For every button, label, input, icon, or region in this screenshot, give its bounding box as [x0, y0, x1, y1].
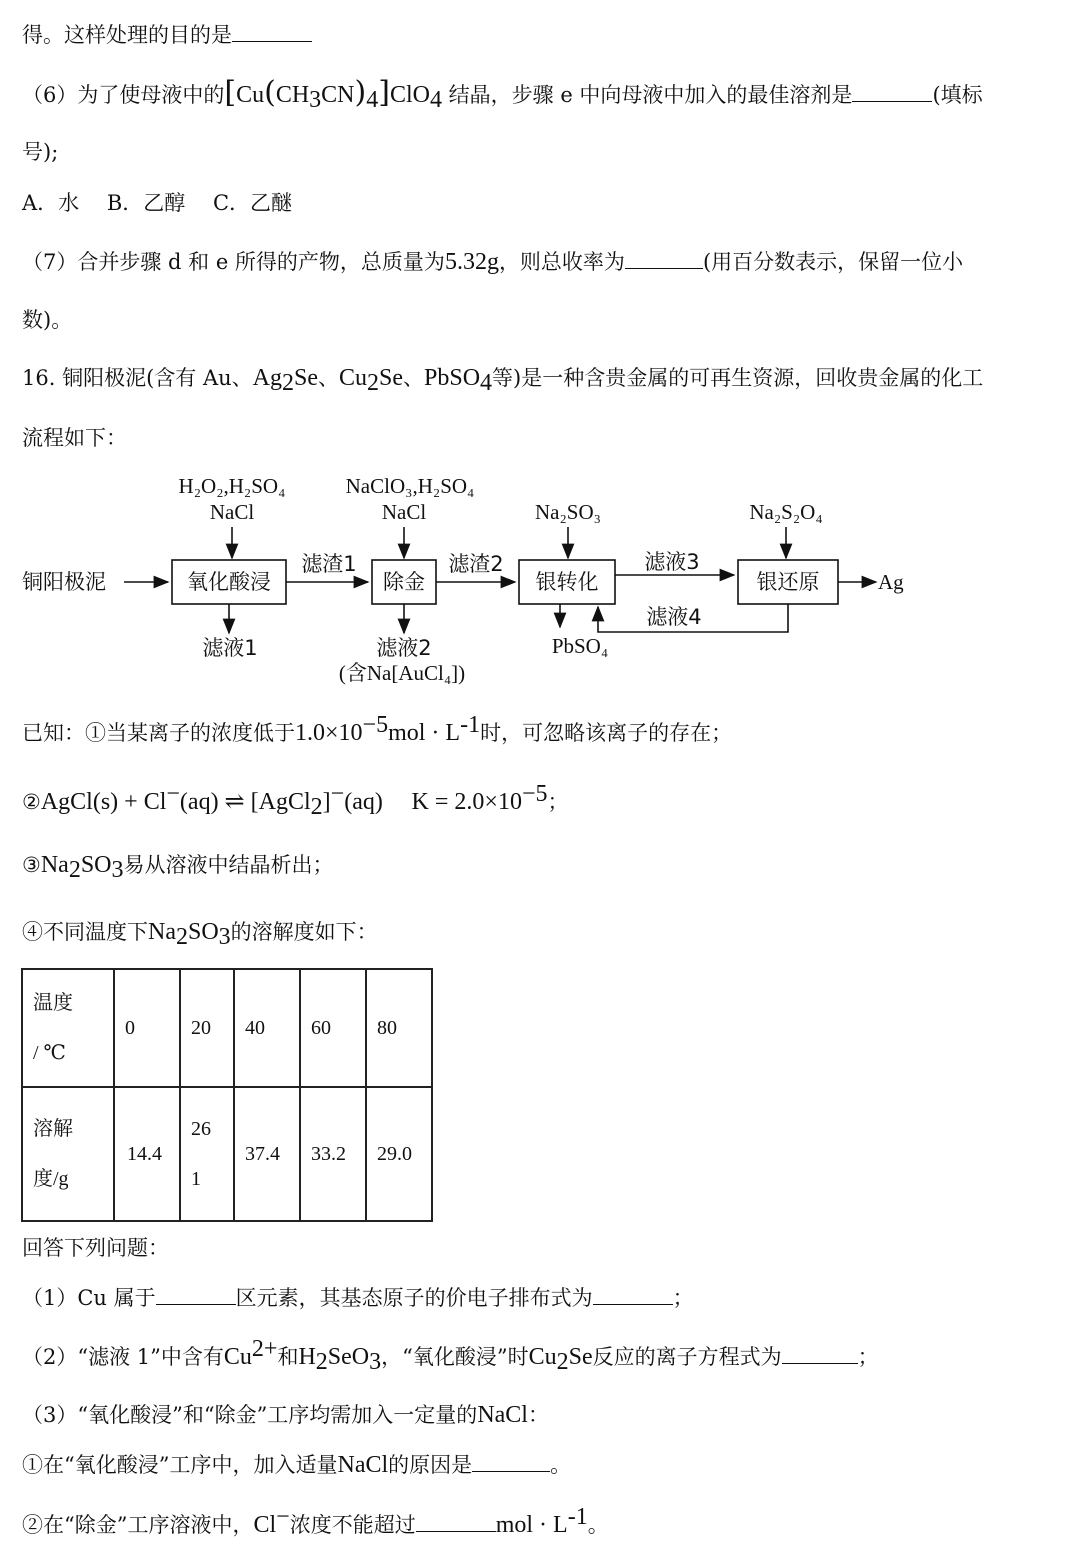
q16-cuse: Se: [379, 365, 403, 391]
q3-1-text-c: 。: [550, 1453, 572, 1477]
q3-2-text-c: 。: [587, 1513, 609, 1537]
q6-cn: CN: [321, 82, 355, 108]
temp-20: 20: [191, 1016, 211, 1039]
q7-text: （7）合并步骤 d 和 e 所得的产物，总质量为: [22, 250, 445, 274]
q16-text-b: 等)是一种含贵金属的可再生资源，回收贵金属的化工: [492, 366, 984, 390]
q2-h-sub: 2: [315, 1349, 328, 1376]
q6-clo-sub: 4: [429, 87, 442, 114]
question-3-1: [22, 1450, 571, 1480]
q3-2-unit-sup: -1: [567, 1504, 588, 1530]
text-l1: 得。这样处理的目的是: [22, 23, 232, 47]
temp-80: 80: [377, 1016, 397, 1039]
q2-text-d: ；: [857, 1345, 879, 1369]
box-silver-conversion-label: 银转化: [535, 570, 599, 594]
q6-cu: Cu: [236, 82, 265, 108]
q6-options: A．水 B．乙醇 C．乙醚: [22, 191, 293, 215]
q2-cu2-sub: 2: [556, 1349, 569, 1376]
q3-text: （3）“氧化酸浸”和“除金”工序均需加入一定量的: [22, 1403, 478, 1427]
table-cell: [366, 1087, 432, 1221]
table-cell: [114, 1087, 180, 1221]
q6-clo: ClO: [389, 82, 430, 108]
sol-60: 33.2: [311, 1142, 346, 1165]
reagent-3-label: Na₂SO₃: [535, 500, 601, 524]
sol-header-1: 溶解: [33, 1118, 73, 1140]
known-3-sub3: 3: [111, 857, 124, 884]
q3-1-text: ①在“氧化酸浸”工序中，加入适量: [22, 1453, 338, 1477]
sol-20-a: 26: [191, 1118, 211, 1140]
table-cell: [300, 969, 366, 1087]
known-4-sub3: 3: [218, 924, 231, 951]
known-4-text-b: 的溶解度如下：: [230, 920, 378, 944]
q3-1-nacl: NaCl: [337, 1452, 389, 1478]
known-2-eq-part1: AgCl(s) + Cl: [40, 789, 167, 815]
question-3: [22, 1400, 549, 1430]
q6-text-d: 号);: [22, 140, 59, 164]
known-3-na: Na: [40, 852, 69, 878]
q7-mass: 5.32g: [444, 249, 499, 275]
options-line: [22, 188, 292, 218]
table-cell: [180, 969, 234, 1087]
temp-60: 60: [311, 1016, 331, 1039]
known-3-sub2: 2: [68, 857, 81, 884]
process-flow-diagram: [0, 465, 1080, 695]
known-2-bracket: ]: [322, 789, 331, 815]
known-2-sub: 2: [310, 794, 323, 821]
q16-ag: Ag: [252, 365, 282, 391]
table-cell: [114, 969, 180, 1087]
q16-cu: Cu: [338, 365, 367, 391]
answer-blank: [156, 1284, 236, 1305]
known-2-end: ；: [547, 790, 569, 814]
q3-text-b: ：: [527, 1403, 549, 1427]
q6-sub3: 3: [309, 87, 322, 114]
sol-0: 14.4: [127, 1142, 162, 1165]
q2-se: Se: [568, 1344, 593, 1370]
table-cell: [180, 1087, 234, 1221]
bracket-close: ]: [378, 75, 390, 110]
filtrate-2-label: 滤液2: [376, 636, 432, 660]
q2-cu-sup: 2+: [251, 1336, 278, 1362]
known-3-so: SO: [80, 852, 112, 878]
known-2-sup1: −: [166, 781, 180, 807]
answer-intro: [22, 1233, 169, 1263]
filtrate-1-label: 滤液1: [202, 636, 258, 660]
q3-2-cl-sup: −: [276, 1504, 290, 1530]
q6-text-c: (填标: [932, 83, 983, 107]
q2-cu: Cu: [223, 1344, 252, 1370]
table-cell: [300, 1087, 366, 1221]
known-1-value: 1.0×10: [295, 720, 363, 746]
q7-text-d: 数)。: [22, 308, 73, 332]
temp-0: 0: [125, 1016, 135, 1039]
known-1-unit-exp: -1: [460, 712, 481, 738]
known-4-sub2: 2: [175, 924, 188, 951]
sol-40: 37.4: [245, 1142, 280, 1165]
q1-text-b: 区元素，其基态原子的价电子排布式为: [235, 1286, 593, 1310]
temp-header-1: 温度: [33, 992, 73, 1014]
reagent-2-nacl: NaCl: [381, 500, 427, 524]
filtrate-2-note: (含Na[AuCl₄]): [338, 661, 466, 685]
reagent-1-label: H₂O₂,H₂SO₄: [178, 474, 286, 498]
known-2-k-exp: −5: [521, 781, 548, 807]
q16-pb-sub: 4: [480, 370, 493, 397]
table-header-solubility: [22, 1087, 114, 1221]
reagent-4-label: Na₂S₂O₄: [749, 500, 823, 524]
q16-sep: 、: [317, 366, 339, 390]
q16-se: Se: [293, 365, 318, 391]
known-4-text: ④不同温度下: [22, 920, 148, 944]
residue-2-label: 滤渣2: [448, 552, 504, 576]
known-1: [22, 712, 733, 748]
known-3-num: ③: [22, 853, 41, 877]
start-label: 铜阳极泥: [22, 570, 106, 594]
box-oxidation-leach-label: 氧化酸浸: [187, 570, 271, 594]
q6-text: （6）为了使母液中的: [22, 83, 225, 107]
q16-cu-sub: 2: [367, 370, 379, 397]
known-3: [22, 850, 334, 884]
question-16-line: [22, 363, 984, 397]
question-1: [22, 1283, 694, 1313]
box-remove-gold-label: 除金: [383, 570, 425, 594]
answer-blank: [852, 81, 932, 102]
solubility-table: [21, 968, 433, 1222]
q2-and: 和: [277, 1345, 299, 1369]
q16-text: 16. 铜阳极泥(含有 Au、: [22, 366, 253, 390]
known-3-text: 易从溶液中结晶析出；: [123, 853, 334, 877]
known-4-na: Na: [148, 919, 176, 945]
q3-1-text-b: 的原因是: [388, 1453, 473, 1477]
table-cell: [234, 969, 300, 1087]
continuation-line: [22, 20, 312, 50]
q2-h: H: [298, 1344, 316, 1370]
q3-nacl: NaCl: [477, 1402, 528, 1428]
q6-text-b: 结晶，步骤 e 中向母液中加入的最佳溶剂是: [448, 83, 853, 107]
answer-blank: [416, 1511, 496, 1532]
question-2: [22, 1336, 879, 1376]
known-1-exp: −5: [362, 712, 389, 738]
paren-open: (: [264, 75, 276, 110]
q16-text-c: 流程如下：: [22, 426, 127, 450]
table-row-solubility: [22, 1087, 432, 1221]
known-2-eq-part2: (aq) ⇌ [AgCl: [179, 789, 311, 815]
q3-2-cl: Cl: [253, 1512, 277, 1538]
answer-blank: [472, 1451, 550, 1472]
q2-text-b: ，“氧化酸浸”时: [381, 1345, 529, 1369]
intro-text: 回答下列问题：: [22, 1236, 169, 1260]
temp-40: 40: [245, 1016, 265, 1039]
q6-sub4: 4: [366, 87, 379, 114]
question-6-line: [22, 75, 983, 114]
bracket-open: [: [224, 75, 237, 110]
filtrate-3-label: 滤液3: [644, 550, 700, 574]
question-7-line: [22, 247, 963, 277]
sol-80: 29.0: [377, 1142, 412, 1165]
question-7-line2: [22, 305, 72, 335]
answer-blank: [232, 21, 312, 42]
q6-ch: CH: [275, 82, 310, 108]
table-header-temperature: [22, 969, 114, 1087]
answer-blank: [625, 248, 703, 269]
known-2-eq-part3: (aq): [344, 789, 383, 815]
q2-seo: SeO: [327, 1344, 370, 1370]
known-1-unit: mol · L: [388, 720, 461, 746]
reagent-2-label: NaClO₃,H₂SO₄: [345, 474, 475, 498]
q3-2-unit: mol · L: [495, 1512, 568, 1538]
q16-ag-sub: 2: [281, 370, 294, 397]
answer-blank: [782, 1343, 858, 1364]
answer-blank: [593, 1284, 673, 1305]
residue-1-label: 滤渣1: [301, 552, 357, 576]
paren-close: ): [354, 75, 367, 110]
q2-text: （2）“滤液 1”中含有: [22, 1345, 224, 1369]
table-cell: [366, 969, 432, 1087]
q16-sep: 、: [403, 366, 424, 390]
product-ag: Ag: [878, 570, 904, 594]
q2-text-c: 反应的离子方程式为: [592, 1345, 782, 1369]
known-2-sup2: −: [330, 781, 345, 807]
box-silver-reduction-label: 银还原: [756, 570, 820, 594]
q3-2-text-b: 浓度不能超过: [289, 1513, 416, 1537]
q16-pbso: PbSO: [424, 365, 481, 391]
q2-seo-sub: 3: [369, 1349, 382, 1376]
known-2: [22, 781, 569, 821]
table-cell: [234, 1087, 300, 1221]
sol-header-2: 度/g: [33, 1168, 69, 1190]
known-1-text-b: 时，可忽略该离子的存在；: [480, 721, 733, 745]
temp-header-2: / ℃: [33, 1042, 66, 1064]
question-16-line2: [22, 423, 127, 453]
q1-text-c: ；: [672, 1286, 694, 1310]
filtrate-4-label: 滤液4: [646, 605, 702, 629]
known-4: [22, 917, 378, 951]
q1-text: （1）Cu 属于: [22, 1286, 156, 1310]
known-2-k: K = 2.0×10: [411, 789, 522, 815]
reagent-1-nacl: NaCl: [209, 500, 255, 524]
q7-text-b: ，则总收率为: [498, 250, 625, 274]
question-3-2: [22, 1504, 609, 1540]
known-1-text: 已知：①当某离子的浓度低于: [22, 721, 295, 745]
pbso4-output: PbSO₄: [551, 634, 609, 658]
known-4-so: SO: [187, 919, 219, 945]
sol-20-b: 1: [191, 1168, 201, 1190]
q3-2-text: ②在“除金”工序溶液中，: [22, 1513, 254, 1537]
table-row-temperature: [22, 969, 432, 1087]
q7-text-c: (用百分数表示，保留一位小: [702, 250, 964, 274]
question-6-line2: [22, 137, 58, 167]
known-2-num: ②: [22, 790, 41, 814]
q2-cu2: Cu: [528, 1344, 557, 1370]
